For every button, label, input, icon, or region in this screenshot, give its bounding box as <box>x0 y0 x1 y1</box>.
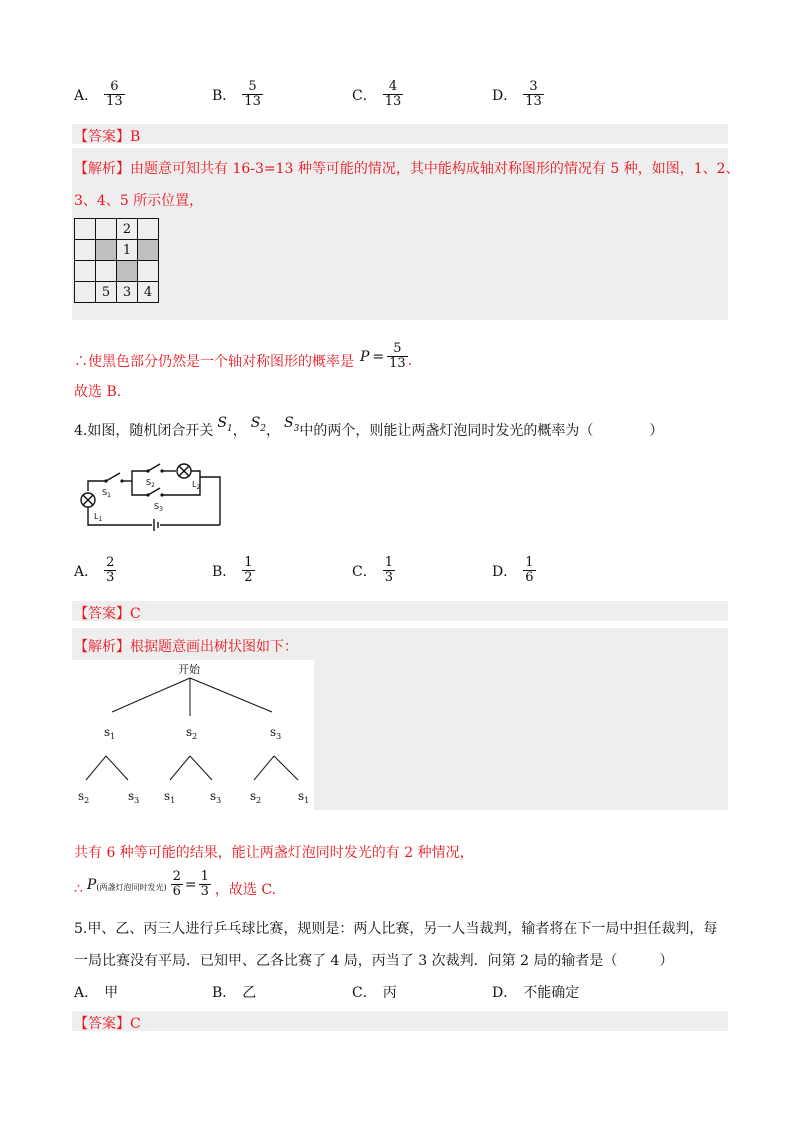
tree-root: 开始 <box>178 663 200 676</box>
q5-option-b: B． 乙 <box>212 985 257 1001</box>
grid-row <box>75 219 159 240</box>
grid-cell <box>138 240 159 261</box>
q4-analysis: 【解析】根据题意画出树状图如下： <box>74 639 298 655</box>
q3-option-a: A． $\frac{6}{13}$ <box>74 79 123 109</box>
fraction: $\frac{6}{13}$ <box>106 79 123 109</box>
q4-option-b: B． $\frac{1}{2}$ <box>212 555 253 585</box>
grid-cell: 3 <box>117 282 138 303</box>
circuit-label-s1: $S_1$ <box>102 488 111 499</box>
fraction: $\frac{3}{13}$ <box>525 79 542 109</box>
answer-band <box>72 124 728 144</box>
switch-s1-blade <box>106 473 120 481</box>
s3-symbol: $S_3$ <box>284 414 300 434</box>
q4-result: 共有 6 种等可能的结果，能让两盏灯泡同时发光的有 2 种情况， <box>74 845 474 861</box>
grid-cell <box>75 240 96 261</box>
tree-leaf: $s_3$ <box>210 789 222 805</box>
tree-node: $s_3$ <box>270 725 282 741</box>
fraction: $\frac{1}{3}$ <box>384 555 393 585</box>
probability-expression: P = $\frac{5}{13}$ <box>360 341 406 371</box>
fraction: $\frac{2}{3}$ <box>106 555 115 585</box>
circuit-label-l1: $L_1$ <box>94 512 103 523</box>
grid-cell <box>96 240 117 261</box>
grid-cell: 5 <box>96 282 117 303</box>
q4-stem: 4.如图，随机闭合开关 $S_1$ ， $S_2$ ， $S_3$ 中的两个，则能让两盏灯泡同时发光的概率为（ ） <box>74 414 664 439</box>
q5-option-d: D． 不能确定 <box>492 985 580 1001</box>
fraction: $\frac{4}{13}$ <box>384 79 402 109</box>
circuit-label-s2: $S_2$ <box>146 478 155 489</box>
fraction: $\frac{5}{13}$ <box>244 79 261 109</box>
tree-leaf: $s_1$ <box>298 789 310 805</box>
q4-probability: ∴ P (两盏灯泡同时发光) $\frac{2}{6}$ = $\frac{1}{3}$ ，故选 C. <box>74 869 277 899</box>
tree-node: $s_2$ <box>186 725 198 741</box>
s2-symbol: $S_2$ <box>250 414 267 434</box>
q4-option-c: C． $\frac{1}{3}$ <box>352 555 393 585</box>
q4-option-d: D． $\frac{1}{6}$ <box>492 555 534 585</box>
q3-option-d: D． $\frac{3}{13}$ <box>492 79 542 109</box>
fraction: $\frac{1}{3}$ <box>200 869 209 899</box>
grid-cell <box>96 219 117 240</box>
fraction: $\frac{2}{6}$ <box>172 869 181 899</box>
grid-row <box>75 282 159 303</box>
grid-row <box>75 261 159 282</box>
tree-node: $s_1$ <box>104 725 116 741</box>
q5-stem-line1: 5.甲、乙、丙三人进行乒乓球比赛，规则是：两人比赛，另一人当裁判，输者将在下一局中担任裁判，每 <box>74 921 718 937</box>
circuit-label-l2: $L_2$ <box>192 480 201 491</box>
grid-table <box>74 218 159 303</box>
fraction: $\frac{1}{6}$ <box>525 555 534 585</box>
q5-answer: 【答案】C <box>74 1016 141 1032</box>
tree-diagram <box>72 660 314 810</box>
tree-leaf: $s_2$ <box>250 789 262 805</box>
answer-band <box>72 1011 728 1031</box>
grid-cell <box>138 261 159 282</box>
q3-grid-figure <box>74 218 159 303</box>
grid-cell: 2 <box>117 219 138 240</box>
tree-leaf: $s_1$ <box>164 789 176 805</box>
tree-leaf: $s_2$ <box>78 789 90 805</box>
q3-answer: 【答案】B <box>74 129 141 145</box>
tree-leaf: $s_3$ <box>128 789 140 805</box>
grid-cell <box>96 261 117 282</box>
circuit-label-s3: $S_3$ <box>154 502 163 513</box>
q5-stem-line2: 一局比赛没有平局．已知甲、乙各比赛了 4 局，丙当了 3 次裁判．问第 2 局的输者是（ ） <box>74 953 674 969</box>
grid-cell <box>117 261 138 282</box>
grid-cell <box>75 219 96 240</box>
grid-cell: 4 <box>138 282 159 303</box>
grid-cell: 1 <box>117 240 138 261</box>
q3-option-c: C． $\frac{4}{13}$ <box>352 79 402 109</box>
q3-option-b: B． $\frac{5}{13}$ <box>212 79 261 109</box>
fraction: $\frac{1}{2}$ <box>244 555 253 585</box>
s1-symbol: $S_1$ <box>217 414 233 434</box>
grid-cell <box>75 282 96 303</box>
fraction: $\frac{5}{13}$ <box>389 341 406 371</box>
q3-select: 故选 B. <box>74 384 122 400</box>
grid-row <box>75 240 159 261</box>
switch-s3-blade <box>148 488 160 495</box>
grid-cell <box>75 261 96 282</box>
q3-analysis-line1: 【解析】由题意可知共有 16-3=13 种等可能的情况，其中能构成轴对称图形的情况有 5 种，如图，1、2、 <box>74 161 740 177</box>
circuit-diagram <box>72 455 232 535</box>
q5-option-a: A． 甲 <box>74 985 119 1001</box>
q3-conclusion: ∴使黑色部分仍然是一个轴对称图形的概率是 P = $\frac{5}{13}$ . <box>74 341 413 371</box>
answer-band <box>72 601 728 621</box>
q5-option-c: C． 丙 <box>352 985 397 1001</box>
switch-s2-blade <box>148 464 160 471</box>
q4-option-a: A． $\frac{2}{3}$ <box>74 555 115 585</box>
q4-answer: 【答案】C <box>74 606 141 622</box>
q3-analysis-line2: 3、4、5 所示位置， <box>74 193 204 209</box>
grid-cell <box>138 219 159 240</box>
